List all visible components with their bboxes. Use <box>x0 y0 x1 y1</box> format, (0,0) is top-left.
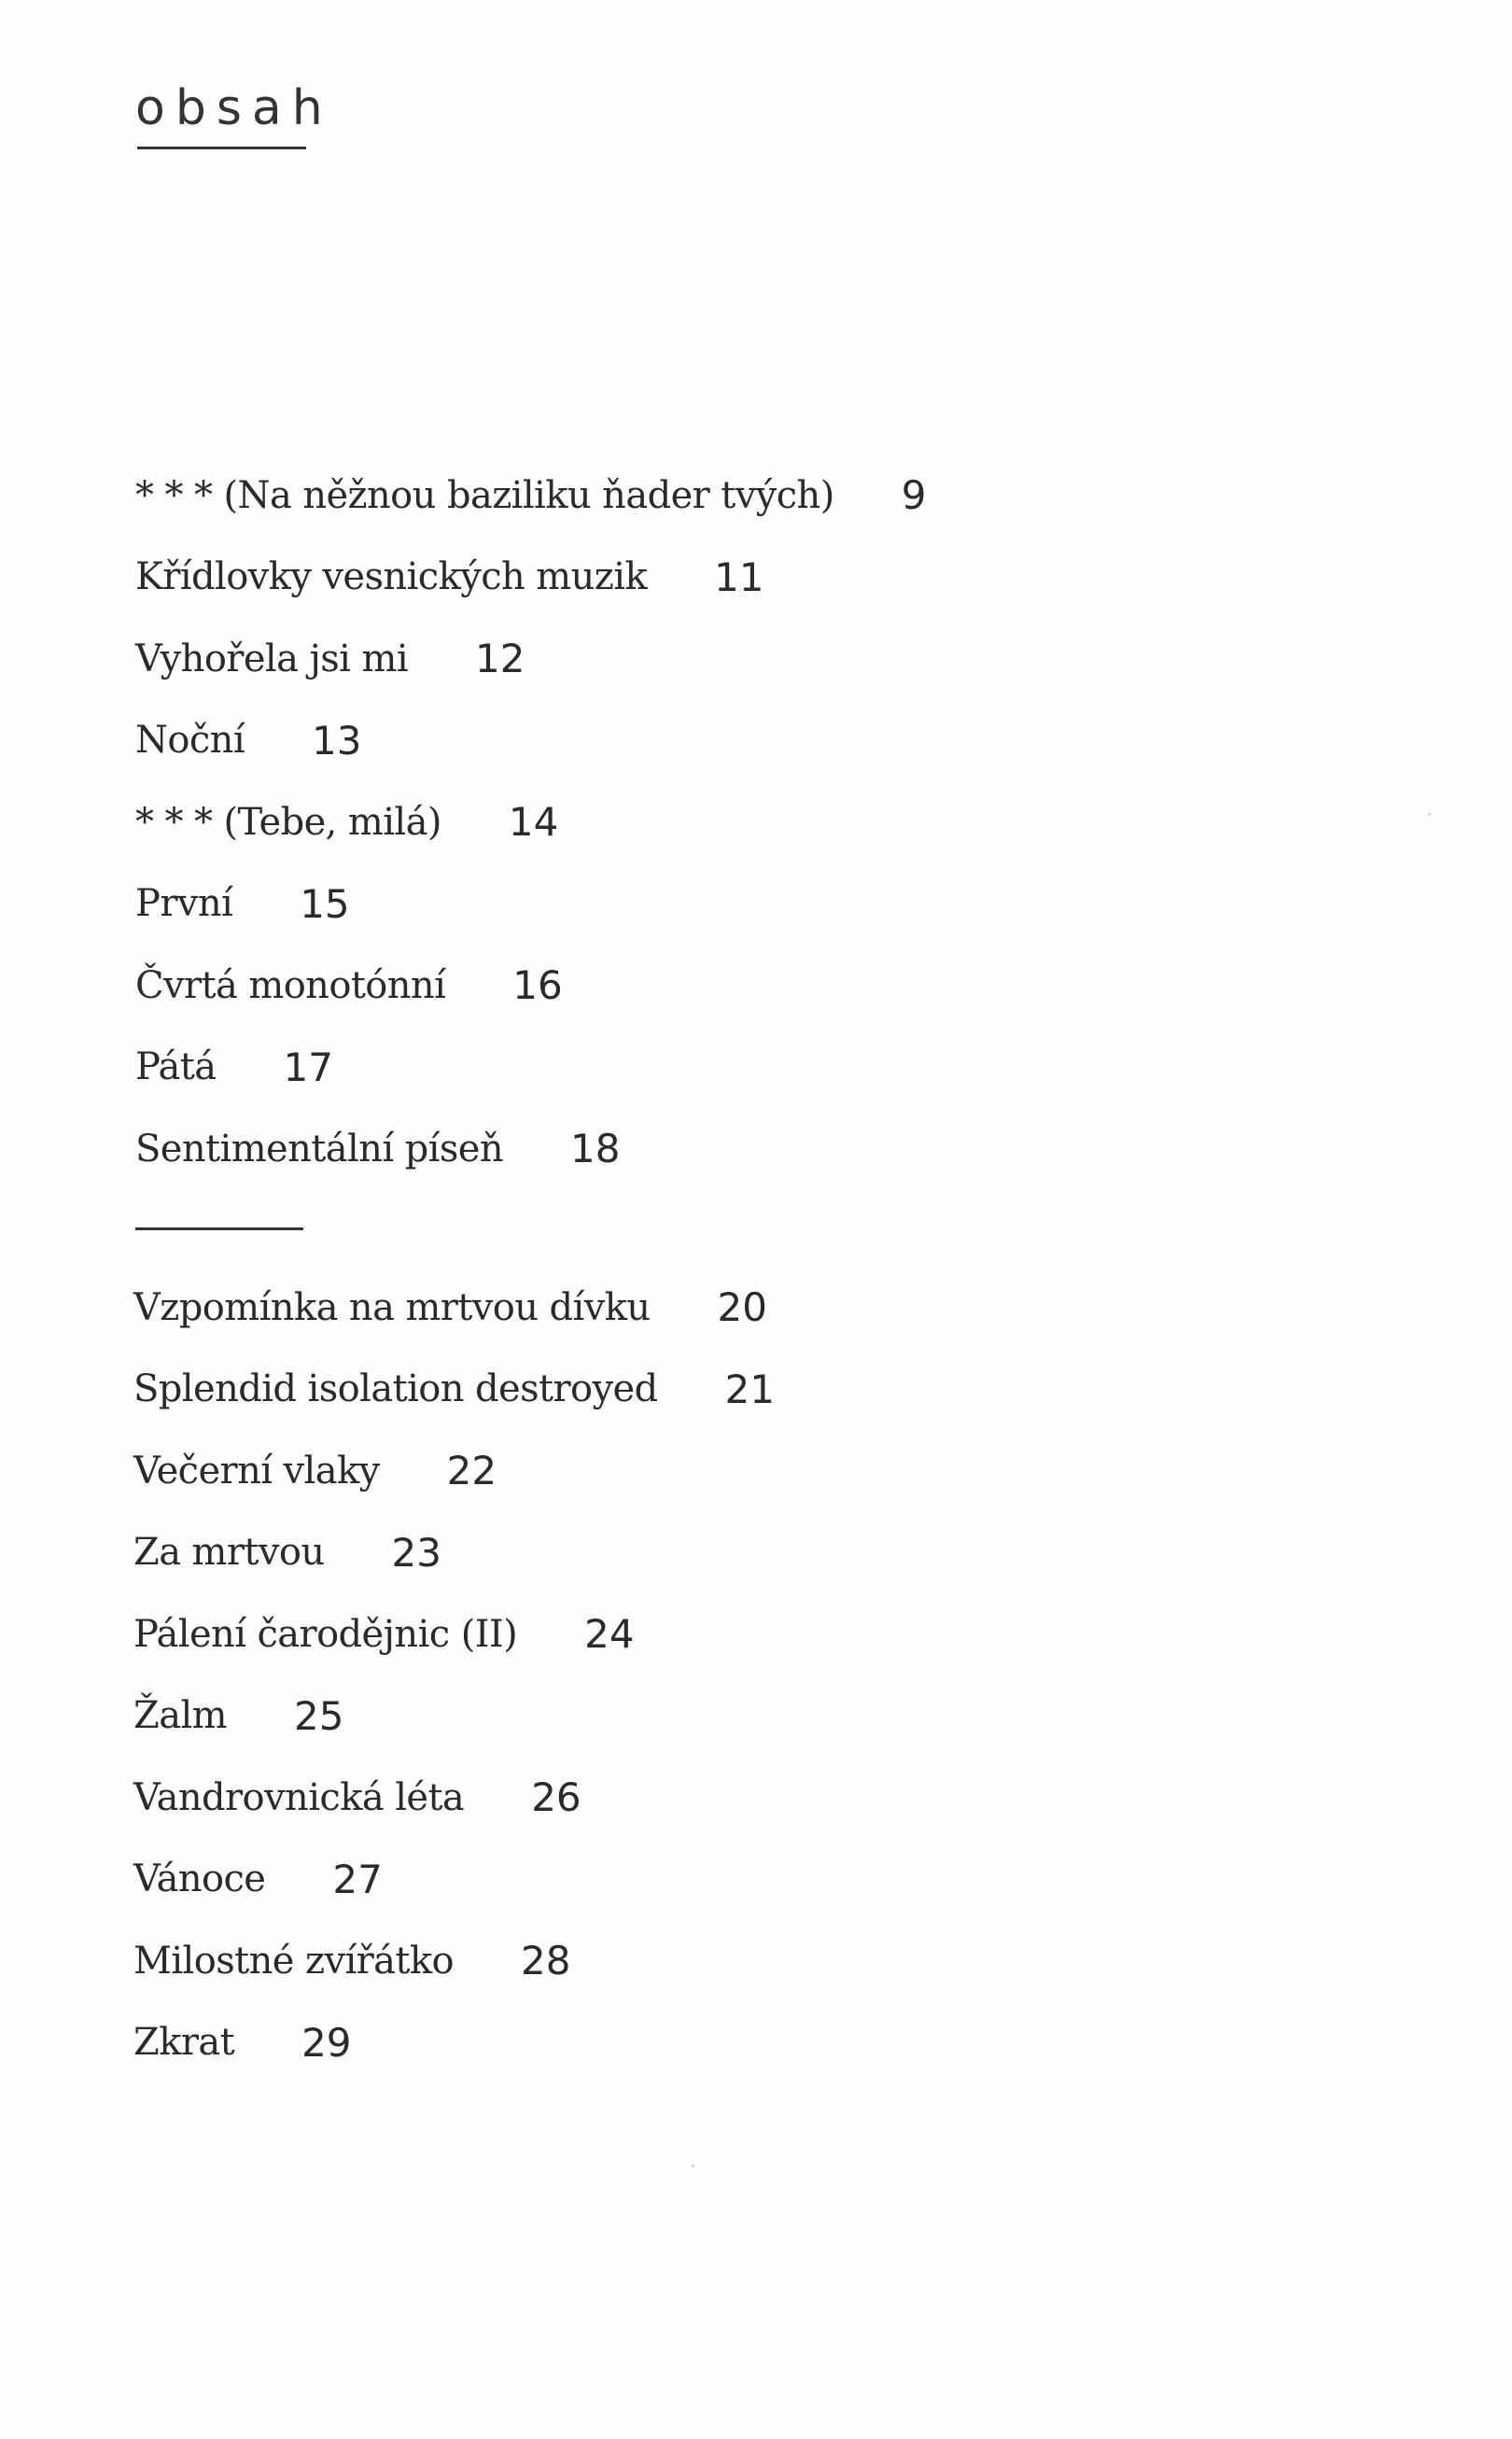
toc-entry-title: Za mrtvou <box>133 1531 325 1575</box>
toc-entry <box>0 1675 1512 1758</box>
toc-entry-title: První <box>135 882 233 926</box>
toc-entry-title: Splendid isolation destroyed <box>133 1367 658 1411</box>
toc-entry-page: 26 <box>531 1774 581 1821</box>
toc-entry-title: Večerní vlaky <box>133 1449 380 1493</box>
toc-entry-title: * * * (Na něžnou baziliku ňader tvých) <box>135 473 834 517</box>
toc-entry-title: * * * (Tebe, milá) <box>135 800 441 844</box>
toc-entry <box>0 1593 1512 1675</box>
toc-entry <box>0 1349 1512 1431</box>
toc-entry <box>0 1920 1512 2002</box>
toc-entry-title: Vánoce <box>133 1857 266 1901</box>
toc-entry-title: Žalm <box>133 1694 227 1738</box>
toc-entry <box>0 945 1512 1027</box>
toc-entry-page: 13 <box>312 717 362 764</box>
paper-speck <box>692 2165 694 2167</box>
toc-entry <box>0 781 1512 863</box>
toc-entry <box>0 1027 1512 1109</box>
toc-entry <box>0 537 1512 619</box>
toc-entry-title: Noční <box>135 719 245 763</box>
toc-entry-title: Křídlovky vesnických muzik <box>135 555 648 599</box>
toc-section-1 <box>0 455 1512 1190</box>
toc-entry-page: 17 <box>283 1044 333 1090</box>
toc-entry-page: 28 <box>521 1938 571 1984</box>
toc-entry <box>0 700 1512 782</box>
toc-entry-title: Pálení čarodějnic (II) <box>133 1612 518 1656</box>
toc-entry-page: 18 <box>570 1126 621 1172</box>
toc-entry-title: Čvrtá monotónní <box>135 963 446 1007</box>
toc-entry-page: 23 <box>391 1529 441 1576</box>
toc-entry-title: Vzpomínka na mrtvou dívku <box>133 1285 651 1329</box>
toc-entry-page: 14 <box>508 799 559 846</box>
toc-entry-title: Vyhořela jsi mi <box>135 637 409 680</box>
toc-entry <box>0 1757 1512 1839</box>
toc-entry <box>0 863 1512 946</box>
toc-entry-page: 15 <box>300 880 350 927</box>
section-divider <box>135 1227 303 1230</box>
toc-entry-title: Pátá <box>135 1045 217 1089</box>
toc-entry-page: 11 <box>714 554 764 600</box>
toc-entry <box>0 455 1512 537</box>
toc-entry-page: 25 <box>293 1692 344 1739</box>
toc-entry <box>0 1839 1512 1921</box>
toc-entry-page: 12 <box>475 636 525 682</box>
toc-entry-page: 21 <box>724 1366 776 1412</box>
toc-entry-page: 24 <box>584 1611 635 1658</box>
heading-underline <box>137 147 306 149</box>
toc-entry-page: 20 <box>717 1284 767 1331</box>
toc-entry-page: 16 <box>512 962 563 1009</box>
toc-entry <box>0 1267 1512 1349</box>
toc-entry-title: Sentimentální píseň <box>135 1127 504 1170</box>
toc-entry <box>0 1512 1512 1594</box>
toc-section-2 <box>0 1267 1512 2083</box>
toc-entry-title: Zkrat <box>133 2021 235 2065</box>
toc-entry-title: Milostné zvířátko <box>133 1939 455 1983</box>
toc-entry <box>0 1108 1512 1190</box>
toc-entry <box>0 1430 1512 1512</box>
paper-speck <box>1428 813 1431 816</box>
page-heading: obsah <box>135 80 333 136</box>
toc-entry-page: 22 <box>446 1448 497 1494</box>
toc-entry-title: Vandrovnická léta <box>133 1775 465 1819</box>
toc-entry-page: 29 <box>301 2019 352 2066</box>
toc-entry-page: 27 <box>332 1856 383 1902</box>
toc-entry <box>0 618 1512 700</box>
toc-entry-page: 9 <box>901 472 927 519</box>
toc-entry <box>0 2002 1512 2084</box>
